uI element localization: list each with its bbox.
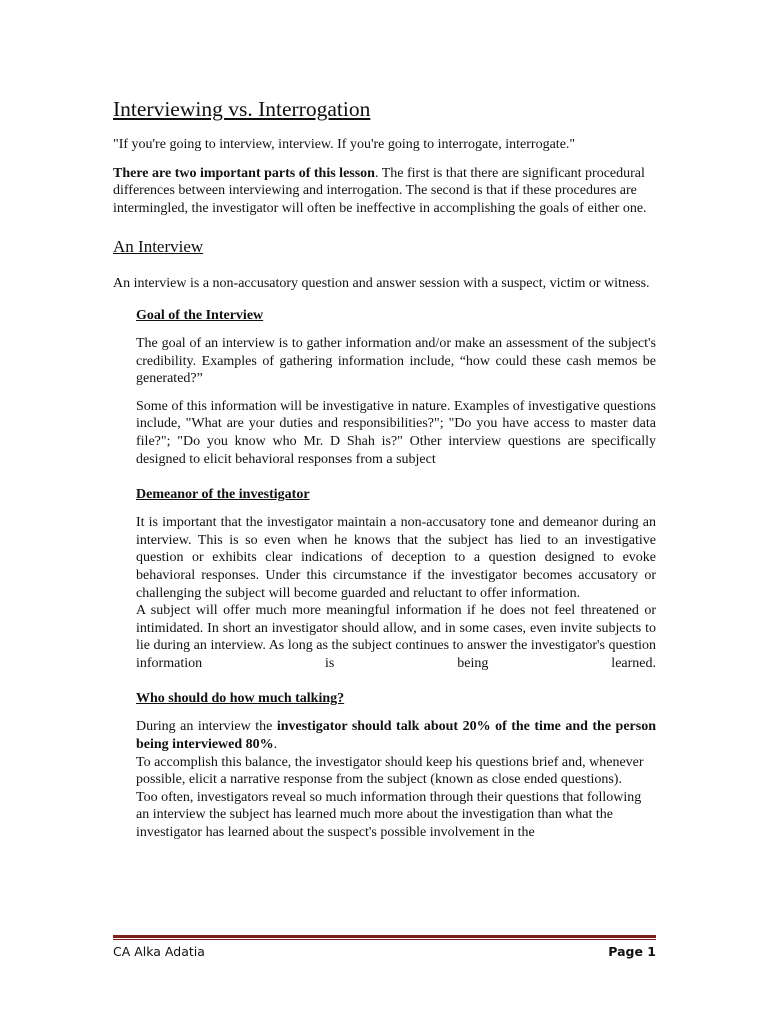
page-content (113, 96, 656, 842)
page-footer (113, 944, 656, 960)
talking-heading: Who should do how much talking? (136, 691, 345, 707)
intro-bold-lead: There are two important parts of this lesson (113, 165, 375, 181)
talking-text-start: During an interview the (136, 719, 277, 735)
intro-text: . The first is that there are significant procedural differences between interviewing and interrogation. The second is that if these procedures are intermingled, the investigator will often be ineffective in accomplishing the goals of either one. (113, 165, 647, 216)
talking-ratio-bold: investigator should talk about 20% of the time and the person being interviewed 80% (136, 719, 656, 753)
demeanor-section (136, 486, 656, 672)
intro-paragraph (113, 165, 656, 218)
section-heading: An Interview (113, 237, 204, 257)
footer-rule-thin (113, 939, 656, 940)
demeanor-paragraph-1: It is important that the investigator maintain a non-accusatory tone and demeanor during an interview. This is so even when he knows that the subject has lied to an investigative question or exhibits clear indications of deception to a question designed to evoke behavioral responses. Under this circumstance if the investigator becomes accusatory or challenging the subject will become guarded and reluctant to offer information. (136, 515, 656, 601)
talking-text-end: . (273, 737, 278, 753)
talking-paragraph-1 (136, 718, 656, 753)
talking-section (136, 690, 656, 841)
talking-paragraph-2: To accomplish this balance, the investigator should keep his questions brief and, whenever possible, elicit a narrative response from the subject (known as close ended questions). (136, 754, 644, 788)
footer-author: CA Alka Adatia (113, 944, 205, 959)
goal-paragraph-1: The goal of an interview is to gather information and/or make an assessment of the subject's credibility. Examples of gathering information include, “how could these cash memos be generated?” (136, 335, 656, 387)
goal-paragraph-2: Some of this information will be investigative in nature. Examples of investigative questions include, "What are your duties and responsibilities?"; "Do you have access to master data file?"; "Do you know who Mr. D Shah is?" Other interview questions are specifically designed to elicit behavioral responses from a subject (136, 398, 656, 467)
interview-definition: An interview is a non-accusatory question and answer session with a suspect, victim or witness. (113, 276, 650, 292)
footer-page-number: Page 1 (608, 944, 656, 959)
demeanor-paragraph-2: A subject will offer much more meaningful information if he does not feel threatened or intimidated. In short an investigator should allow, and in some cases, even invite subjects to lie during an interview. As long as the subject continues to answer the investigator's question information is being learned. (136, 603, 656, 671)
demeanor-heading: Demeanor of the investigator (136, 487, 310, 503)
goal-heading: Goal of the Interview (136, 307, 264, 323)
talking-paragraph-3: Too often, investigators reveal so much information through their questions that following an interview the subject has learned much more about the investigation than what the investigator has learned about the suspect's possible involvement in the (136, 789, 642, 841)
footer-rule-thick (113, 935, 656, 938)
page-title: Interviewing vs. Interrogation (113, 97, 371, 121)
opening-quote: "If you're going to interview, interview. If you're going to interrogate, interrogate." (113, 137, 576, 152)
goal-section (136, 307, 656, 468)
